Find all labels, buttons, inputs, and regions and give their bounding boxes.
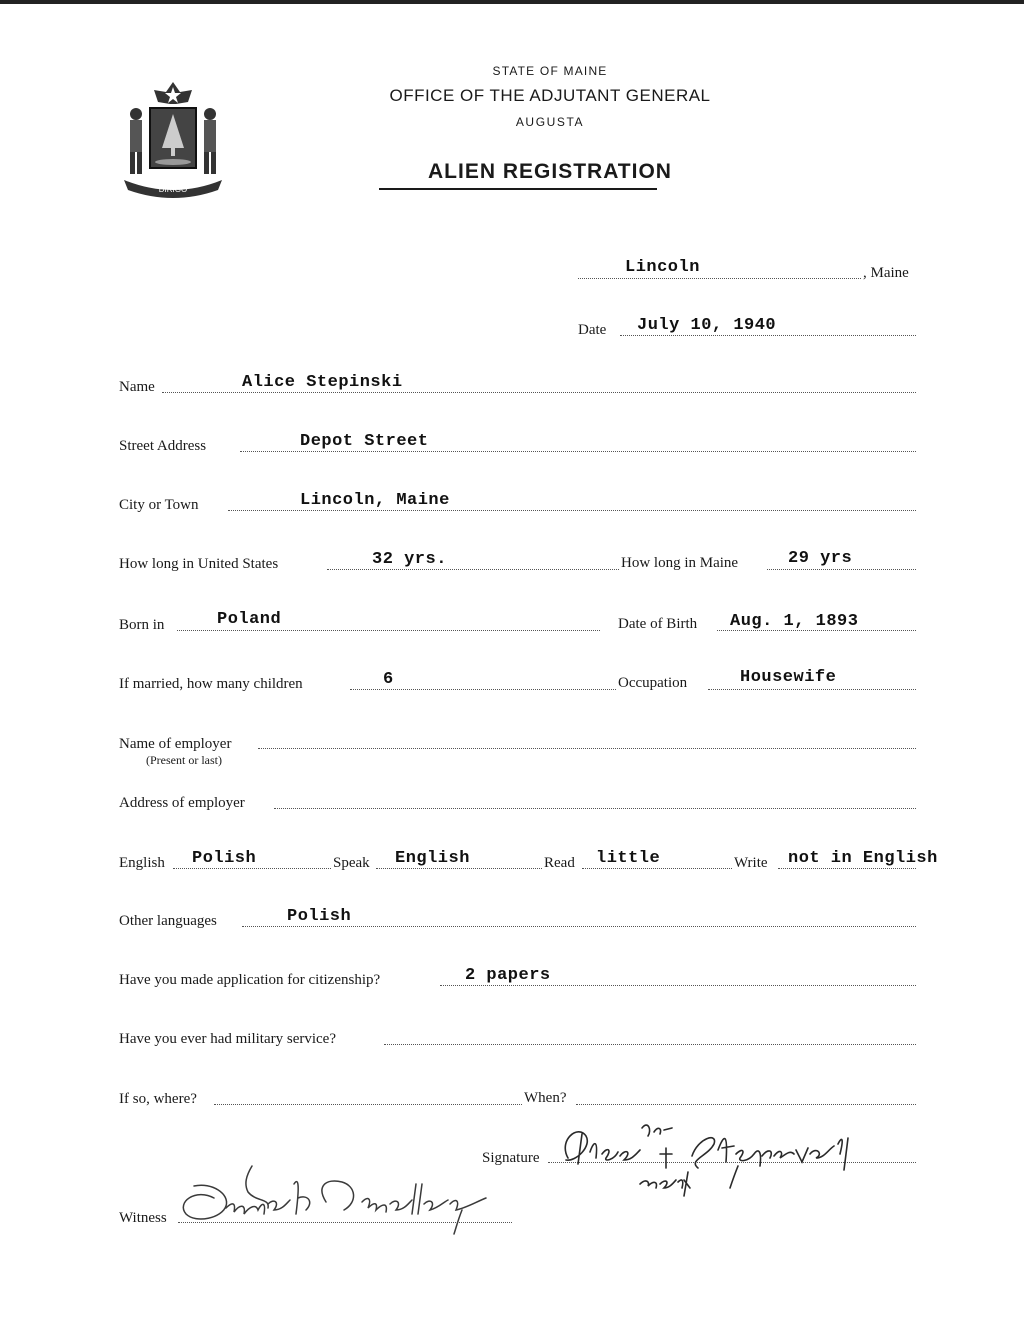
other-languages-label: Other languages bbox=[119, 913, 217, 929]
maine-duration-label: How long in Maine bbox=[621, 555, 739, 571]
employer-address-line bbox=[274, 808, 916, 809]
where-line bbox=[214, 1104, 522, 1105]
birth-date-label: Date of Birth bbox=[618, 616, 698, 632]
state-suffix: , Maine bbox=[863, 265, 909, 281]
witness-signature-icon bbox=[166, 1158, 506, 1238]
born-in-line bbox=[177, 630, 600, 631]
military-line bbox=[384, 1044, 916, 1045]
born-in-label: Born in bbox=[119, 617, 165, 633]
children-label: If married, how many children bbox=[119, 676, 303, 692]
us-duration-line bbox=[327, 569, 619, 570]
town-line bbox=[578, 278, 861, 279]
write-line bbox=[778, 868, 916, 869]
english-label: English bbox=[119, 855, 165, 871]
when-label: When? bbox=[524, 1090, 567, 1106]
us-duration-label: How long in United States bbox=[119, 556, 279, 572]
when-line bbox=[576, 1104, 916, 1105]
occupation-line bbox=[708, 689, 916, 690]
children-value: 6 bbox=[383, 670, 394, 689]
city-value: Lincoln, Maine bbox=[300, 491, 450, 510]
date-label: Date bbox=[578, 322, 607, 338]
city-line bbox=[228, 510, 916, 511]
write-label: Write bbox=[734, 855, 768, 871]
employer-name-line bbox=[258, 748, 916, 749]
read-line bbox=[582, 868, 732, 869]
occupation-label: Occupation bbox=[618, 675, 688, 691]
maine-state-seal-icon bbox=[118, 78, 228, 198]
seal-motto: DIRIGO bbox=[158, 185, 188, 194]
occupation-value: Housewife bbox=[740, 668, 837, 687]
signature-label: Signature bbox=[482, 1150, 540, 1166]
header-office: OFFICE OF THE ADJUTANT GENERAL bbox=[389, 86, 711, 105]
children-line bbox=[350, 689, 616, 690]
read-label: Read bbox=[544, 855, 575, 871]
street-label: Street Address bbox=[119, 438, 207, 454]
date-value: July 10, 1940 bbox=[637, 316, 777, 335]
maine-duration-line bbox=[767, 569, 916, 570]
speak-label: Speak bbox=[333, 855, 370, 871]
scan-border bbox=[0, 0, 1024, 4]
form-title: ALIEN REGISTRATION bbox=[428, 160, 672, 183]
where-label: If so, where? bbox=[119, 1091, 197, 1107]
header-city: AUGUSTA bbox=[515, 115, 585, 129]
speak-line bbox=[376, 868, 542, 869]
english-line bbox=[173, 868, 331, 869]
header-state: STATE OF MAINE bbox=[492, 64, 608, 78]
read-value: little bbox=[596, 849, 661, 868]
title-underline bbox=[379, 188, 657, 190]
write-value: not in English bbox=[788, 849, 938, 868]
citizenship-value: 2 papers bbox=[465, 966, 551, 985]
citizenship-line bbox=[440, 985, 916, 986]
citizenship-label: Have you made application for citizenship? bbox=[119, 972, 381, 988]
birth-date-value: Aug. 1, 1893 bbox=[730, 612, 859, 631]
other-languages-line bbox=[242, 926, 916, 927]
name-line bbox=[162, 392, 916, 393]
employer-address-label: Address of employer bbox=[119, 795, 245, 811]
born-in-value: Poland bbox=[217, 610, 282, 629]
us-duration-value: 32 yrs. bbox=[372, 550, 447, 569]
name-label: Name bbox=[119, 379, 155, 395]
street-value: Depot Street bbox=[300, 432, 429, 451]
street-line bbox=[240, 451, 916, 452]
name-value: Alice Stepinski bbox=[242, 373, 403, 392]
city-label: City or Town bbox=[119, 497, 199, 513]
town-value: Lincoln bbox=[625, 258, 700, 277]
other-languages-value: Polish bbox=[287, 907, 352, 926]
employer-name-label: Name of employer bbox=[119, 736, 232, 752]
military-label: Have you ever had military service? bbox=[119, 1031, 336, 1047]
speak-value: English bbox=[395, 849, 470, 868]
date-line bbox=[620, 335, 916, 336]
english-value: Polish bbox=[192, 849, 257, 868]
witness-label: Witness bbox=[119, 1210, 167, 1226]
maine-duration-value: 29 yrs bbox=[788, 549, 853, 568]
employer-name-sublabel: (Present or last) bbox=[146, 753, 222, 767]
applicant-signature-icon bbox=[548, 1110, 878, 1200]
